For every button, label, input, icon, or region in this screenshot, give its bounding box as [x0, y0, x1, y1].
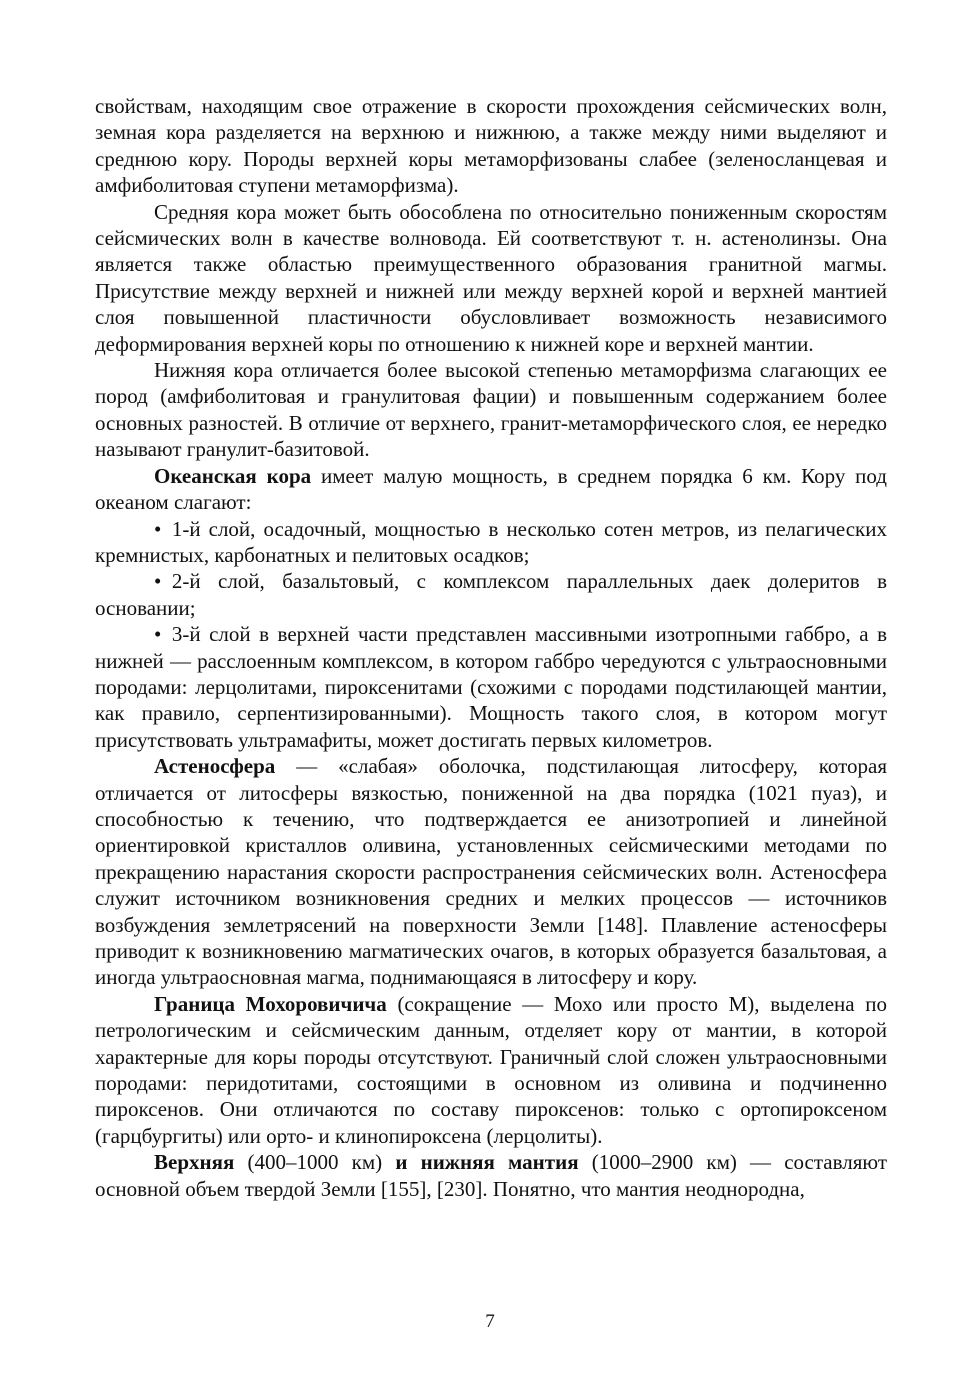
paragraph — [95, 753, 887, 991]
text-run: имеет малую мощность, в среднем порядка 6 км. Кору под океаном слагают: — [95, 463, 887, 515]
text-run: (400–1000 км) — [234, 1150, 396, 1175]
bullet-item — [95, 568, 887, 621]
text-run: (сокращение — Мохо или просто М), выделена по петрологическим и сейсмическим данным, отделяет кору от мантии, в которой характерные для коры породы отсутствуют. Граничный слой сложен ультраосновными породами: перидотитами, состоящими в основном из оливина и подчиненно пироксенов. Они отличаются по составу пироксенов: только с ортопироксеном (гарцбургиты) или орто- и клинопироксена (лерцолиты). — [95, 991, 887, 1148]
paragraph — [95, 357, 887, 463]
paragraph — [95, 991, 887, 1149]
bullet-item — [95, 621, 887, 753]
bold-term: Океанская кора — [154, 463, 312, 488]
bullet-icon: • — [154, 569, 162, 594]
text-run: 3-й слой в верхней части представлен массивными изотропными габбро, а в нижней — расслоенным комплексом, в котором габбро чередуются с ультраосновными породами: лерцолитами, пироксенитами (схожими с породами подстилающей мантии, как правило, серпентизированными). Мощность такого слоя, в котором могут присутствовать ультрамафиты, может достигать первых километров. — [95, 622, 887, 752]
text-run: — «слабая» оболочка, подстилающая литосферу, которая отличается от литосферы вязкостью, пониженной на два порядка (1021 пуаз), и способностью к течению, что подтверждается ее анизотропией и линейной ориентировкой кристаллов оливина, установленных сейсмическими методами по прекращению нарастания скорости распространения сейсмических волн. Астеносфера служит источником возникновения средних и мелких процессов — источников возбуждения землетрясений на поверхности Земли [148]. Плавление астеносферы приводит к возникновению магматических очагов, в которых образуется базальтовая, а иногда ультраосновная магма, поднимающаяся в литосферу и кору. — [95, 754, 887, 990]
text-run: свойствам, находящим свое отражение в скорости прохождения сейсмических волн, земная кора разделяется на верхнюю и нижнюю, а также между ними выделяют и среднюю кору. Породы верхней коры метаморфизованы слабее (зеленосланцевая и амфиболитовая ступени метаморфизма). — [95, 94, 887, 198]
page-number: 7 — [485, 1311, 495, 1332]
text-run: 2-й слой, базальтовый, с комплексом параллельных даек долеритов в основании; — [95, 569, 887, 620]
bold-term: Граница Мохоровичича — [154, 991, 387, 1016]
bold-term: и нижняя мантия — [395, 1150, 579, 1175]
text-run: (1000–2900 км) — составляют основной объем твердой Земли [155], [230]. Понятно, что мантия неоднородна, — [95, 1150, 887, 1201]
bullet-icon: • — [154, 516, 162, 541]
paragraph — [95, 199, 887, 357]
bullet-item — [95, 516, 887, 569]
bold-term: Астеносфера — [154, 754, 276, 779]
text-run: Нижняя кора отличается более высокой степенью метаморфизма слагающих ее пород (амфиболитовая и гранулитовая фации) и повышенным содержанием более основных разностей. В отличие от верхнего, гранит-метаморфического слоя, ее нередко называют гранулит-базитовой. — [95, 358, 887, 462]
paragraph — [95, 93, 887, 199]
page-body — [95, 93, 887, 1202]
text-run: Средняя кора может быть обособлена по относительно пониженным скоростям сейсмических волн в качестве волновода. Ей соответствуют т. н. астенолинзы. Она является также областью преимущественного образования гранитной магмы. Присутствие между верхней и нижней или между верхней корой и верхней мантией слоя повышенной пластичности обусловливает возможность независимого деформирования верхней коры по отношению к нижней коре и верхней мантии. — [95, 199, 887, 356]
bullet-icon: • — [154, 622, 162, 647]
bold-term: Верхняя — [154, 1150, 235, 1175]
paragraph — [95, 463, 887, 516]
text-run: 1-й слой, осадочный, мощностью в несколько сотен метров, из пелагических кремнистых, карбонатных и пелитовых осадков; — [95, 516, 887, 567]
paragraph — [95, 1149, 887, 1202]
